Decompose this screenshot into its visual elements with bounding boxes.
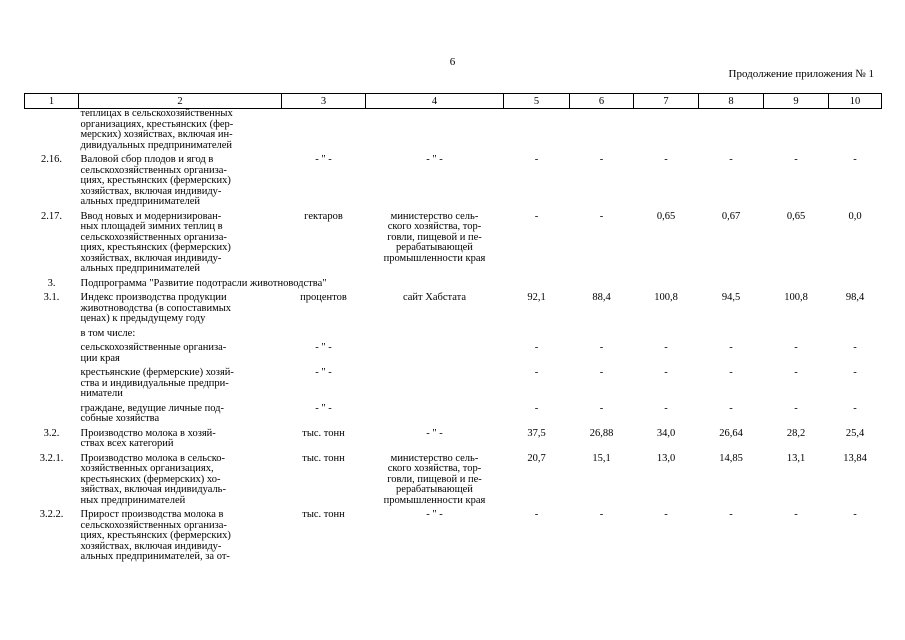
indicator-name: Прирост производства молока в сельскохозяйственных организа- циях, крестьянских (фермерских) хозяйствах, включая индивиду- альных предпринимателей, за от- (80, 509, 231, 562)
value-cell: - (853, 367, 857, 378)
row-number: 3. (47, 277, 56, 289)
unit-cell: тыс. тонн (302, 509, 345, 520)
column-header-4: 4 (366, 94, 504, 109)
row-number: 3.2. (43, 427, 60, 439)
value-cell: 26,88 (589, 427, 614, 439)
row-number (25, 325, 79, 340)
value-cell: - (794, 367, 798, 378)
value-cell: 15,1 (592, 452, 611, 464)
value-cell: - (599, 342, 604, 353)
column-header-10: 10 (829, 94, 882, 109)
value-cell: 94,5 (721, 292, 741, 303)
column-header-8: 8 (699, 94, 764, 109)
indicator-name: в том числе: (80, 327, 136, 339)
value-cell: 13,84 (843, 452, 867, 464)
value-cell (699, 325, 764, 340)
value-cell: - (853, 509, 857, 520)
value-cell: - (534, 342, 539, 353)
value-cell: - (729, 367, 733, 378)
table-row (25, 364, 882, 400)
value-cell: - (534, 509, 539, 520)
value-cell (699, 109, 764, 152)
source-cell (366, 364, 504, 400)
column-header-6: 6 (570, 94, 634, 109)
table-row (25, 289, 882, 325)
value-cell: 26,64 (719, 427, 743, 439)
value-cell: 0,0 (848, 210, 862, 222)
table-row (25, 325, 882, 340)
value-cell: 20,7 (527, 452, 546, 464)
value-cell: - (534, 154, 539, 165)
indicator-name: Производство молока в хозяй- ствах всех категорий (80, 427, 216, 449)
value-cell: - (534, 367, 539, 378)
row-number: 2.16. (41, 154, 62, 165)
value-cell: 37,5 (527, 427, 546, 439)
value-cell: 98,4 (845, 292, 865, 303)
value-cell (829, 109, 882, 152)
column-header-1: 1 (25, 94, 79, 109)
unit-cell: - " - (315, 402, 332, 414)
unit-cell (282, 325, 366, 340)
source-cell (366, 109, 504, 152)
value-cell: 0,65 (786, 210, 806, 222)
table-row (25, 339, 882, 364)
source-cell: - " - (426, 509, 443, 520)
indicator-name: Производство молока в сельско- хозяйственных организациях, крестьянских (фермерских) хо- зяйствах, включая индивидуаль- ных предпринимателей (80, 452, 226, 506)
value-cell: 13,1 (786, 452, 806, 464)
value-cell: 100,8 (654, 292, 678, 303)
value-cell: - (729, 509, 733, 520)
source-cell: министерство сель- ского хозяйства, тор- говли, пищевой и пе- рерабатывающей промышленности края (383, 452, 486, 506)
column-header-5: 5 (504, 94, 570, 109)
indicator-name: Валовой сбор плодов и ягод в сельскохозяйственных организа- циях, крестьянских (фермерских) хозяйствах, включая индивиду- альных предпринимателей (80, 154, 231, 207)
value-cell: - (794, 342, 798, 353)
continuation-note: Продолжение приложения № 1 (728, 68, 874, 80)
row-number: 3.1. (43, 292, 60, 303)
value-cell: - (534, 402, 539, 414)
value-cell: - (664, 509, 668, 520)
source-cell (366, 339, 504, 364)
value-cell: - (794, 402, 798, 414)
value-cell: - (794, 154, 798, 165)
value-cell (570, 325, 634, 340)
value-cell: - (853, 342, 857, 353)
table-row (25, 450, 882, 507)
value-cell: - (599, 402, 604, 414)
table-row (25, 275, 882, 290)
value-cell: - (664, 154, 668, 165)
value-cell (764, 325, 829, 340)
value-cell: 0,67 (721, 210, 741, 222)
source-cell (366, 325, 504, 340)
value-cell: 100,8 (784, 292, 808, 303)
value-cell (829, 325, 882, 340)
value-cell: 28,2 (786, 427, 806, 439)
value-cell: 0,65 (656, 210, 676, 222)
column-header-9: 9 (764, 94, 829, 109)
table-row (25, 109, 882, 152)
table-row (25, 506, 882, 563)
column-header-7: 7 (634, 94, 699, 109)
table-row (25, 400, 882, 425)
row-number: 3.2.1. (39, 452, 64, 464)
value-cell: - (729, 154, 733, 165)
row-number (25, 400, 79, 425)
value-cell: 14,85 (719, 452, 743, 464)
value-cell: 13,0 (656, 452, 676, 464)
value-cell: - (599, 154, 604, 165)
value-cell: 25,4 (845, 427, 865, 439)
table-body (25, 109, 882, 563)
value-cell: 92,1 (527, 292, 546, 303)
table-row (25, 151, 882, 208)
row-number (25, 364, 79, 400)
value-cell: - (729, 342, 733, 353)
row-number: 3.2.2. (39, 509, 64, 520)
value-cell: - (853, 402, 857, 414)
indicator-name: Ввод новых и модернизирован- ных площадей зимних теплиц в сельскохозяйственных организа- циях, крестьянских (фермерских) хозяйствах, включая индивиду- альных предпринимателей (80, 210, 231, 274)
table-row (25, 208, 882, 275)
page-number: 6 (449, 56, 456, 68)
indicator-name: крестьянские (фермерские) хозяй- ства и индивидуальные предпри- ниматели (80, 367, 234, 399)
source-cell: министерство сель- ского хозяйства, тор- говли, пищевой и пе- рерабатывающей промышленности края (383, 210, 486, 264)
value-cell: - (534, 210, 539, 222)
section-title: Подпрограмма "Развитие подотрасли животноводства" (80, 277, 327, 289)
value-cell (570, 109, 634, 152)
value-cell (634, 109, 699, 152)
row-number (25, 109, 79, 152)
indicator-name: теплицах в сельскохозяйственных организациях, крестьянских (фер- мерских) хозяйствах, включая ин- дивидуальных предпринимателей (80, 108, 234, 151)
row-number (25, 339, 79, 364)
value-cell: - (664, 367, 668, 378)
indicator-name: Индекс производства продукции животноводства (в сопоставимых ценах) к предыдущему году (80, 292, 232, 324)
value-cell: - (599, 367, 604, 378)
unit-cell: гектаров (304, 210, 343, 222)
source-cell: - " - (426, 154, 443, 165)
indicators-table (24, 93, 882, 563)
row-number: 2.17. (41, 210, 62, 222)
unit-cell: - " - (315, 154, 332, 165)
value-cell (504, 109, 570, 152)
column-header-2: 2 (79, 94, 282, 109)
source-cell: сайт Хабстата (402, 292, 466, 303)
value-cell (504, 325, 570, 340)
indicator-name: граждане, ведущие личные под- собные хозяйства (80, 402, 225, 424)
unit-cell (282, 109, 366, 152)
value-cell: 34,0 (656, 427, 676, 439)
value-cell: 88,4 (592, 292, 611, 303)
unit-cell: тыс. тонн (302, 427, 345, 439)
indicator-name: сельскохозяйственные организа- ции края (80, 342, 227, 364)
value-cell: - (599, 210, 604, 222)
value-cell (764, 109, 829, 152)
unit-cell: - " - (315, 367, 332, 378)
value-cell: - (853, 154, 857, 165)
unit-cell: тыс. тонн (302, 452, 345, 464)
value-cell: - (664, 402, 668, 414)
unit-cell: - " - (315, 342, 332, 353)
table-row (25, 425, 882, 450)
value-cell: - (664, 342, 668, 353)
value-cell: - (794, 509, 798, 520)
value-cell: - (599, 509, 604, 520)
source-cell: - " - (426, 427, 443, 439)
column-header-3: 3 (282, 94, 366, 109)
value-cell: - (729, 402, 733, 414)
value-cell (634, 325, 699, 340)
column-number-row (25, 94, 882, 109)
source-cell (366, 400, 504, 425)
unit-cell: процентов (300, 292, 347, 303)
